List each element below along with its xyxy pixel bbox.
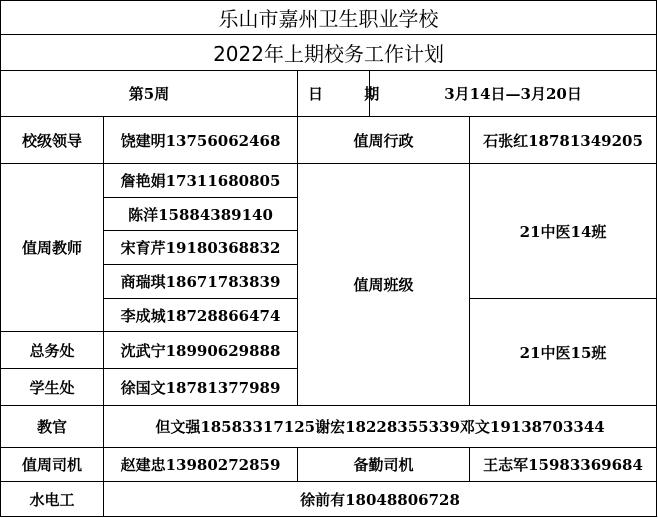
date-label: 日 期 [298, 71, 370, 117]
week-number: 第5周 [1, 71, 298, 117]
utilities-label: 水电工 [1, 482, 104, 517]
date-range: 3月14日—3月20日 [370, 71, 657, 117]
utilities-name: 徐前有18048806728 [104, 482, 657, 517]
duty-teacher-3: 宋育芹19180368832 [104, 231, 298, 265]
school-leader-name: 饶建明13756062468 [104, 117, 298, 164]
student-affairs-name: 徐国文18781377989 [104, 369, 298, 406]
general-affairs-label: 总务处 [1, 332, 104, 369]
standby-driver-label: 备勤司机 [298, 448, 470, 482]
instructors-names: 但文强18583317125谢宏18228355339邓文19138703344 [104, 406, 657, 448]
duty-driver-name: 赵建忠13980272859 [104, 448, 298, 482]
school-leader-label: 校级领导 [1, 117, 104, 164]
plan-title: 2022年上期校务工作计划 [1, 35, 657, 71]
duty-teacher-1: 詹艳娟17311680805 [104, 164, 298, 198]
duty-teacher-4: 商瑞琪18671783839 [104, 265, 298, 299]
duty-class-2: 21中医15班 [470, 299, 657, 406]
school-name: 乐山市嘉州卫生职业学校 [1, 1, 657, 35]
standby-driver-name: 王志军15983369684 [470, 448, 657, 482]
duty-class-label: 值周班级 [298, 164, 470, 406]
duty-driver-label: 值周司机 [1, 448, 104, 482]
duty-admin-name: 石张红18781349205 [470, 117, 657, 164]
duty-teacher-5: 李成城18728866474 [104, 299, 298, 332]
duty-teachers-label: 值周教师 [1, 164, 104, 332]
instructors-label: 教官 [1, 406, 104, 448]
general-affairs-name: 沈武宁18990629888 [104, 332, 298, 369]
duty-admin-label: 值周行政 [298, 117, 470, 164]
duty-class-1: 21中医14班 [470, 164, 657, 299]
duty-teacher-2: 陈洋15884389140 [104, 198, 298, 231]
student-affairs-label: 学生处 [1, 369, 104, 406]
